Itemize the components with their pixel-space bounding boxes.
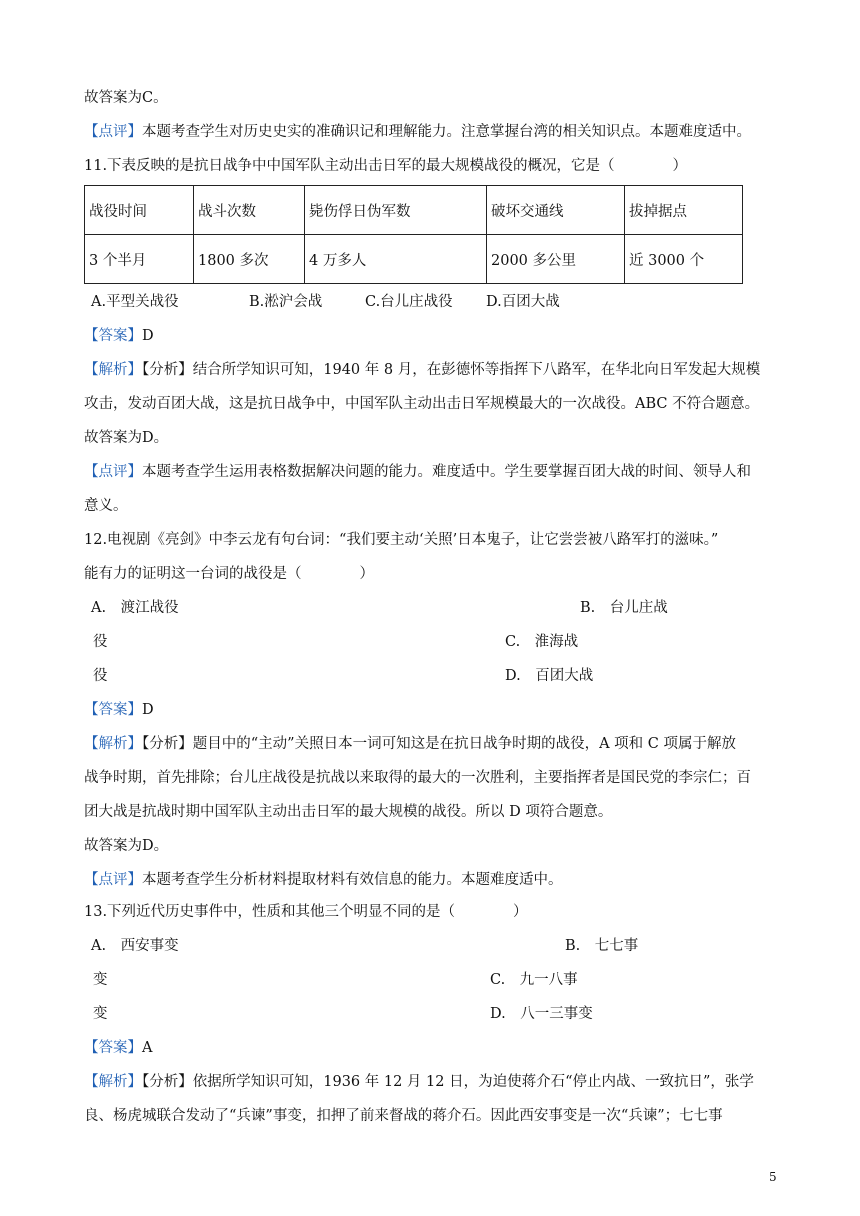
q11-option-c: C.台儿庄战役 (365, 294, 453, 310)
table-row (85, 235, 743, 284)
answer-tag: 【答案】 (84, 1040, 142, 1056)
table-cell: 2000 多公里 (487, 235, 625, 284)
answer-value: D (142, 702, 154, 718)
answer-tag: 【答案】 (84, 702, 142, 718)
table-cell: 破坏交通线 (487, 186, 625, 235)
q11-comment-line-1 (84, 462, 751, 482)
analysis-text: 【分析】依据所学知识可知，1936 年 12 月 12 日，为迫使蒋介石“停止内战、一致抗日”，张学 (142, 1074, 754, 1090)
q13-option-d: D. 八一三事变 (490, 1006, 593, 1022)
comment-tag: 【点评】 (84, 464, 142, 480)
table-header-row (85, 186, 743, 235)
q11-comment-line-2: 意义。 (84, 498, 128, 514)
q11-table (84, 185, 743, 284)
q11-answer (84, 326, 154, 346)
comment-tag: 【点评】 (84, 872, 142, 888)
q12-option-a: A. 渡江战役 (91, 600, 179, 616)
answer-tag: 【答案】 (84, 328, 142, 344)
q13-option-fragment-1: 变 (93, 972, 108, 988)
comment-tag: 【点评】 (84, 124, 142, 140)
q11-analysis-line-1 (84, 360, 760, 380)
answer-value: A (142, 1040, 153, 1056)
q13-option-b: B. 七七事 (565, 938, 639, 954)
q12-stem-line-2: 能有力的证明这一台词的战役是（ ） (84, 566, 374, 582)
analysis-text: 【分析】结合所学知识可知，1940 年 8 月，在彭德怀等指挥下八路军，在华北向日军发起大规模 (142, 362, 761, 378)
table-cell: 拔掉据点 (625, 186, 743, 235)
q11-stem: 11.下表反映的是抗日战争中中国军队主动出击日军的最大规模战役的概况，它是（ ） (84, 158, 688, 174)
q11-option-b: B.淞沪会战 (249, 294, 323, 310)
table-cell: 毙伤俘日伪军数 (305, 186, 487, 235)
q12-option-b: B. 台儿庄战 (580, 600, 668, 616)
table-cell: 战斗次数 (194, 186, 305, 235)
q12-option-c: C. 淮海战 (505, 634, 579, 650)
prev-answer-line: 故答案为C。 (84, 90, 168, 106)
analysis-tag: 【解析】 (84, 362, 142, 378)
comment-text: 本题考查学生对历史史实的准确识记和理解能力。注意掌握台湾的相关知识点。本题难度适中。 (142, 124, 751, 140)
q12-answer-line: 故答案为D。 (84, 838, 169, 854)
analysis-tag: 【解析】 (84, 1074, 142, 1090)
q12-option-fragment-2: 役 (93, 668, 108, 684)
q12-analysis-line-3: 团大战是抗战时期中国军队主动出击日军的最大规模的战役。所以 D 项符合题意。 (84, 804, 613, 820)
q11-option-a: A.平型关战役 (91, 294, 179, 310)
table-cell: 近 3000 个 (625, 235, 743, 284)
prev-comment (84, 122, 751, 142)
q13-answer (84, 1038, 152, 1058)
q12-option-d: D. 百团大战 (505, 668, 594, 684)
analysis-text: 【分析】题目中的“主动”关照日本一词可知这是在抗日战争时期的战役，A 项和 C 项属于解放 (142, 736, 736, 752)
analysis-tag: 【解析】 (84, 736, 142, 752)
page-number: 5 (769, 1170, 777, 1184)
q11-option-d: D.百团大战 (486, 294, 560, 310)
q13-option-c: C. 九一八事 (490, 972, 578, 988)
q13-analysis-line-2: 良、杨虎城联合发动了“兵谏”事变，扣押了前来督战的蒋介石。因此西安事变是一次“兵谏”；七七事 (84, 1108, 723, 1124)
q13-option-a: A. 西安事变 (91, 938, 179, 954)
q12-stem-line-1: 12.电视剧《亮剑》中李云龙有句台词：“我们要主动‘关照’日本鬼子，让它尝尝被八路军打的滋味。” (84, 532, 719, 548)
comment-text: 本题考查学生分析材料提取材料有效信息的能力。本题难度适中。 (142, 872, 563, 888)
q12-answer (84, 700, 154, 720)
q13-analysis-line-1 (84, 1072, 754, 1092)
q13-option-fragment-2: 变 (93, 1006, 108, 1022)
q12-analysis-line-2: 战争时期，首先排除；台儿庄战役是抗战以来取得的最大的一次胜利，主要指挥者是国民党的李宗仁；百 (84, 770, 751, 786)
q12-option-fragment-1: 役 (93, 634, 108, 650)
table-cell: 战役时间 (85, 186, 194, 235)
q12-comment (84, 870, 563, 890)
comment-text: 本题考查学生运用表格数据解决问题的能力。难度适中。学生要掌握百团大战的时间、领导人和 (142, 464, 751, 480)
table-cell: 1800 多次 (194, 235, 305, 284)
q11-analysis-line-2: 攻击，发动百团大战，这是抗日战争中，中国军队主动出击日军规模最大的一次战役。ABC 不符合题意。 (84, 396, 760, 412)
answer-value: D (142, 328, 154, 344)
q12-analysis-line-1 (84, 734, 736, 754)
q13-stem: 13.下列近代历史事件中，性质和其他三个明显不同的是（ ） (84, 904, 528, 920)
table-cell: 4 万多人 (305, 235, 487, 284)
q11-answer-line: 故答案为D。 (84, 430, 169, 446)
table-cell: 3 个半月 (85, 235, 194, 284)
